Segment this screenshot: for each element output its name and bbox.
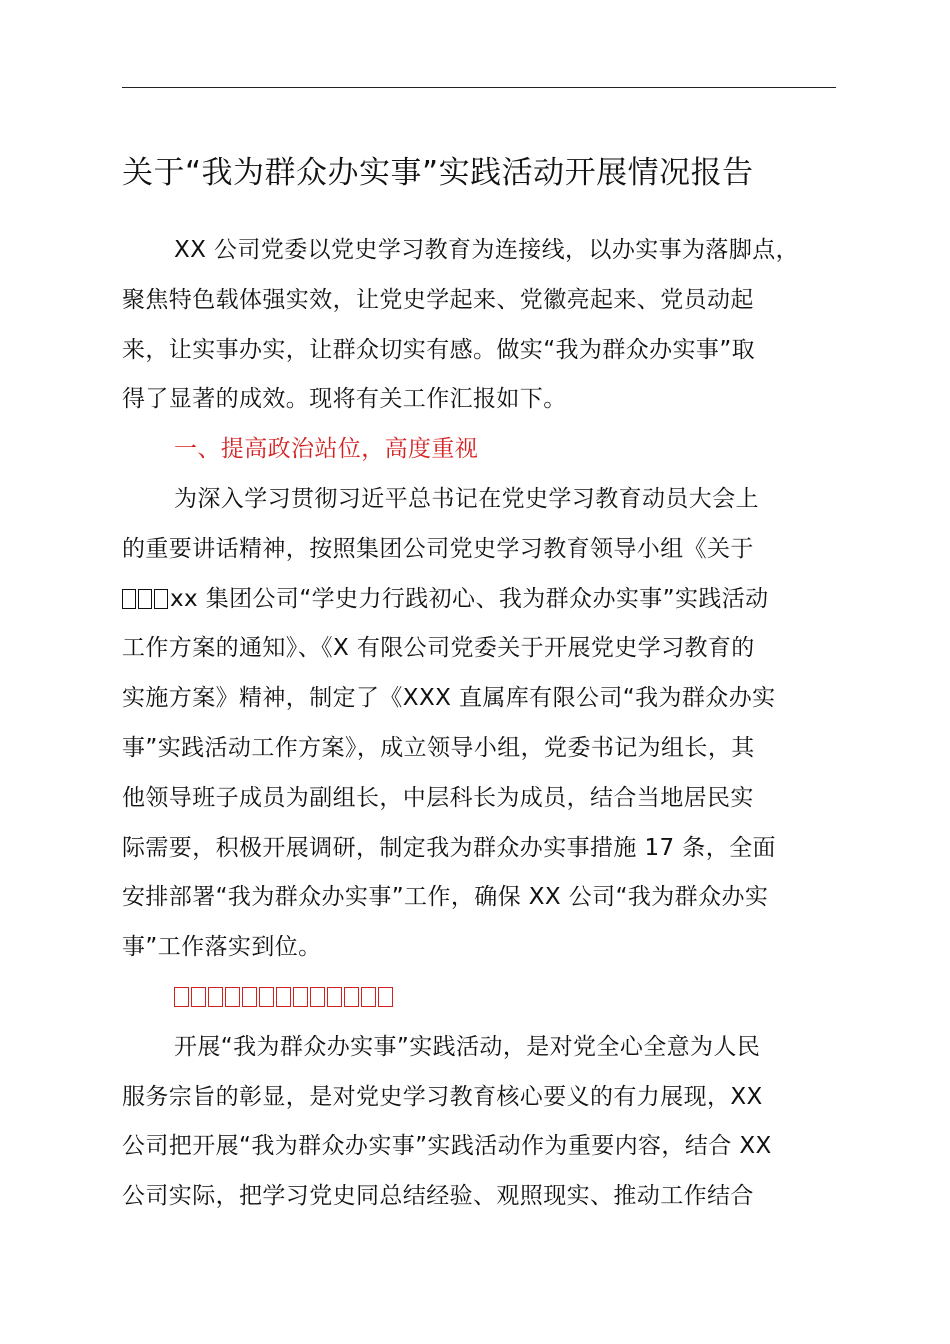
missing-glyph-box bbox=[174, 987, 189, 1007]
paragraph-line-with-missing-glyphs bbox=[122, 575, 838, 625]
paragraph-line: 来，让实事办实，让群众切实有感。做实“我为群众办实事”取 bbox=[122, 336, 756, 363]
paragraph-line: XX 公司党委以党史学习教育为连接线，以办实事为落脚点， bbox=[174, 237, 800, 263]
paragraph-line: 为深入学习贯彻习近平总书记在党史学习教育动员大会上 bbox=[174, 485, 759, 512]
missing-glyph-box bbox=[122, 589, 136, 609]
paragraph-line: 安排部署“我为群众办实事”工作，确保 XX 公司“我为群众办实 bbox=[122, 884, 769, 911]
missing-glyph-box bbox=[276, 987, 291, 1007]
missing-glyph-box bbox=[378, 987, 393, 1007]
missing-glyph-box bbox=[138, 589, 152, 609]
paragraph-line: 事”实践活动工作方案》，成立领导小组，党委书记为组长，其 bbox=[122, 734, 755, 761]
paragraph-line: 际需要，积极开展调研，制定我为群众办实事措施 17 条，全面 bbox=[122, 834, 776, 861]
missing-glyph-box bbox=[242, 987, 257, 1007]
paragraph-line: 的重要讲话精神，按照集团公司党史学习教育领导小组《关于 bbox=[122, 535, 754, 562]
paragraph-line: 工作方案的通知》、《X 有限公司党委关于开展党史学习教育的 bbox=[122, 635, 755, 662]
header-rule bbox=[122, 87, 836, 88]
section-heading-1: 一、提高政治站位，高度重视 bbox=[174, 436, 479, 463]
document-title: 关于“我为群众办实事”实践活动开展情况报告 bbox=[122, 155, 754, 191]
missing-glyph-box bbox=[208, 987, 223, 1007]
section-heading-2-missing-glyphs bbox=[122, 973, 838, 1023]
paragraph-line: 服务宗旨的彰显，是对党史学习教育核心要义的有力展现，XX bbox=[122, 1083, 763, 1110]
missing-glyph-box bbox=[191, 987, 206, 1007]
paragraph-line: 实施方案》精神，制定了《XXX 直属库有限公司“我为群众办实 bbox=[122, 685, 776, 712]
paragraph-line: 他领导班子成员为副组长，中层科长为成员，结合当地居民实 bbox=[122, 784, 754, 811]
missing-glyph-box bbox=[293, 987, 308, 1007]
paragraph-line: 开展“我为群众办实事”实践活动，是对党全心全意为人民 bbox=[174, 1033, 761, 1060]
paragraph-line: 事”工作落实到位。 bbox=[122, 934, 322, 961]
document-body bbox=[122, 226, 838, 1222]
missing-glyph-box bbox=[361, 987, 376, 1007]
missing-glyph-box bbox=[154, 589, 168, 609]
paragraph-line: 公司把开展“我为群众办实事”实践活动作为重要内容，结合 XX bbox=[122, 1133, 772, 1160]
missing-glyph-box bbox=[327, 987, 342, 1007]
missing-glyph-box bbox=[344, 987, 359, 1007]
missing-glyph-box bbox=[259, 987, 274, 1007]
paragraph-line: 聚焦特色载体强实效，让党史学起来、党徽亮起来、党员动起 bbox=[122, 286, 754, 313]
missing-glyph-box bbox=[225, 987, 240, 1007]
paragraph-line: 公司实际，把学习党史同总结经验、观照现实、推动工作结合 bbox=[122, 1183, 754, 1210]
paragraph-line: 得了显著的成效。现将有关工作汇报如下。 bbox=[122, 386, 567, 413]
missing-glyph-box bbox=[310, 987, 325, 1007]
paragraph-line-text: xx 集团公司“学史力行践初心、我为群众办实事”实践活动 bbox=[170, 585, 769, 612]
